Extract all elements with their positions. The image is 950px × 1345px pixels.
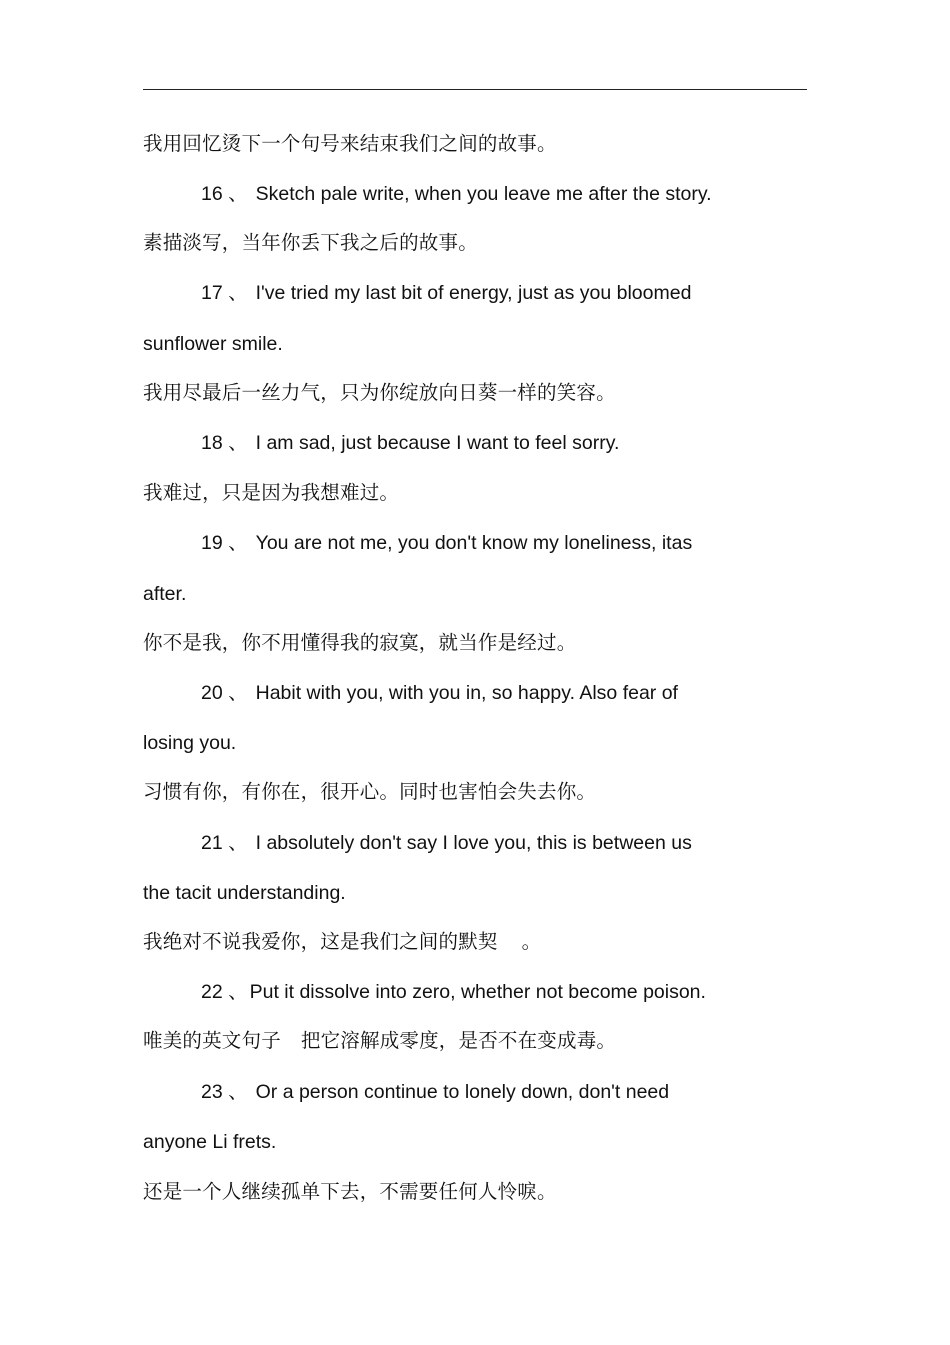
english-sentence: I am sad, just because I want to feel sorry. — [255, 432, 620, 454]
item-number: 18 、 — [201, 432, 248, 454]
list-item-23 — [201, 1083, 669, 1103]
item-number: 23 、 — [201, 1081, 248, 1103]
chinese-translation: 素描淡写，当年你丢下我之后的故事。 — [143, 231, 478, 254]
english-sentence: You are not me, you don't know my loneliness, itas — [255, 532, 693, 554]
chinese-translation — [143, 932, 541, 952]
chinese-translation — [143, 1031, 616, 1051]
list-item-21 — [201, 834, 692, 854]
english-sentence: I've tried my last bit of energy, just as you bloomed — [255, 282, 692, 304]
english-sentence-continued: losing you. — [143, 732, 237, 754]
header-rule — [143, 89, 807, 90]
chinese-translation: 我用尽最后一丝力气，只为你绽放向日葵一样的笑容。 — [143, 381, 616, 404]
english-sentence-continued: sunflower smile. — [143, 333, 283, 355]
item-number: 20 、 — [201, 682, 248, 704]
list-item-22 — [201, 983, 706, 1003]
english-sentence: Or a person continue to lonely down, don't need — [255, 1081, 670, 1103]
list-item-16 — [201, 185, 712, 205]
chinese-translation: 你不是我，你不用懂得我的寂寞，就当作是经过。 — [143, 631, 577, 654]
chinese-text: 唯美的英文句子 — [143, 1029, 281, 1052]
chinese-translation: 习惯有你，有你在，很开心。同时也害怕会失去你。 — [143, 780, 597, 803]
english-sentence: I absolutely don't say I love you, this is between us — [255, 832, 692, 854]
english-sentence: Put it dissolve into zero, whether not become poison. — [249, 981, 706, 1003]
list-item-17 — [201, 284, 691, 304]
english-sentence: Sketch pale write, when you leave me after the story. — [255, 183, 712, 205]
item-number: 17 、 — [201, 282, 248, 304]
chinese-translation: 我难过，只是因为我想难过。 — [143, 481, 400, 504]
list-item-19 — [201, 534, 692, 554]
list-item-18 — [201, 434, 619, 454]
chinese-text: 把它溶解成零度，是否不在变成毒。 — [300, 1029, 617, 1052]
english-sentence-continued: anyone Li frets. — [143, 1131, 277, 1153]
item-number: 21 、 — [201, 832, 248, 854]
chinese-period: 。 — [521, 930, 542, 953]
english-sentence-continued: after. — [143, 583, 187, 605]
item-number: 19 、 — [201, 532, 248, 554]
item-number: 16 、 — [201, 183, 248, 205]
item-number: 22 、 — [201, 981, 248, 1003]
english-sentence: Habit with you, with you in, so happy. Also fear of — [255, 682, 678, 704]
text-line: 我用回忆烫下一个句号来结束我们之间的故事。 — [143, 132, 557, 155]
list-item-20 — [201, 684, 678, 704]
chinese-text: 我绝对不说我爱你，这是我们之间的默契 — [143, 930, 498, 953]
english-sentence-continued: the tacit understanding. — [143, 882, 346, 904]
chinese-translation: 还是一个人继续孤单下去，不需要任何人怜唳。 — [143, 1180, 557, 1203]
